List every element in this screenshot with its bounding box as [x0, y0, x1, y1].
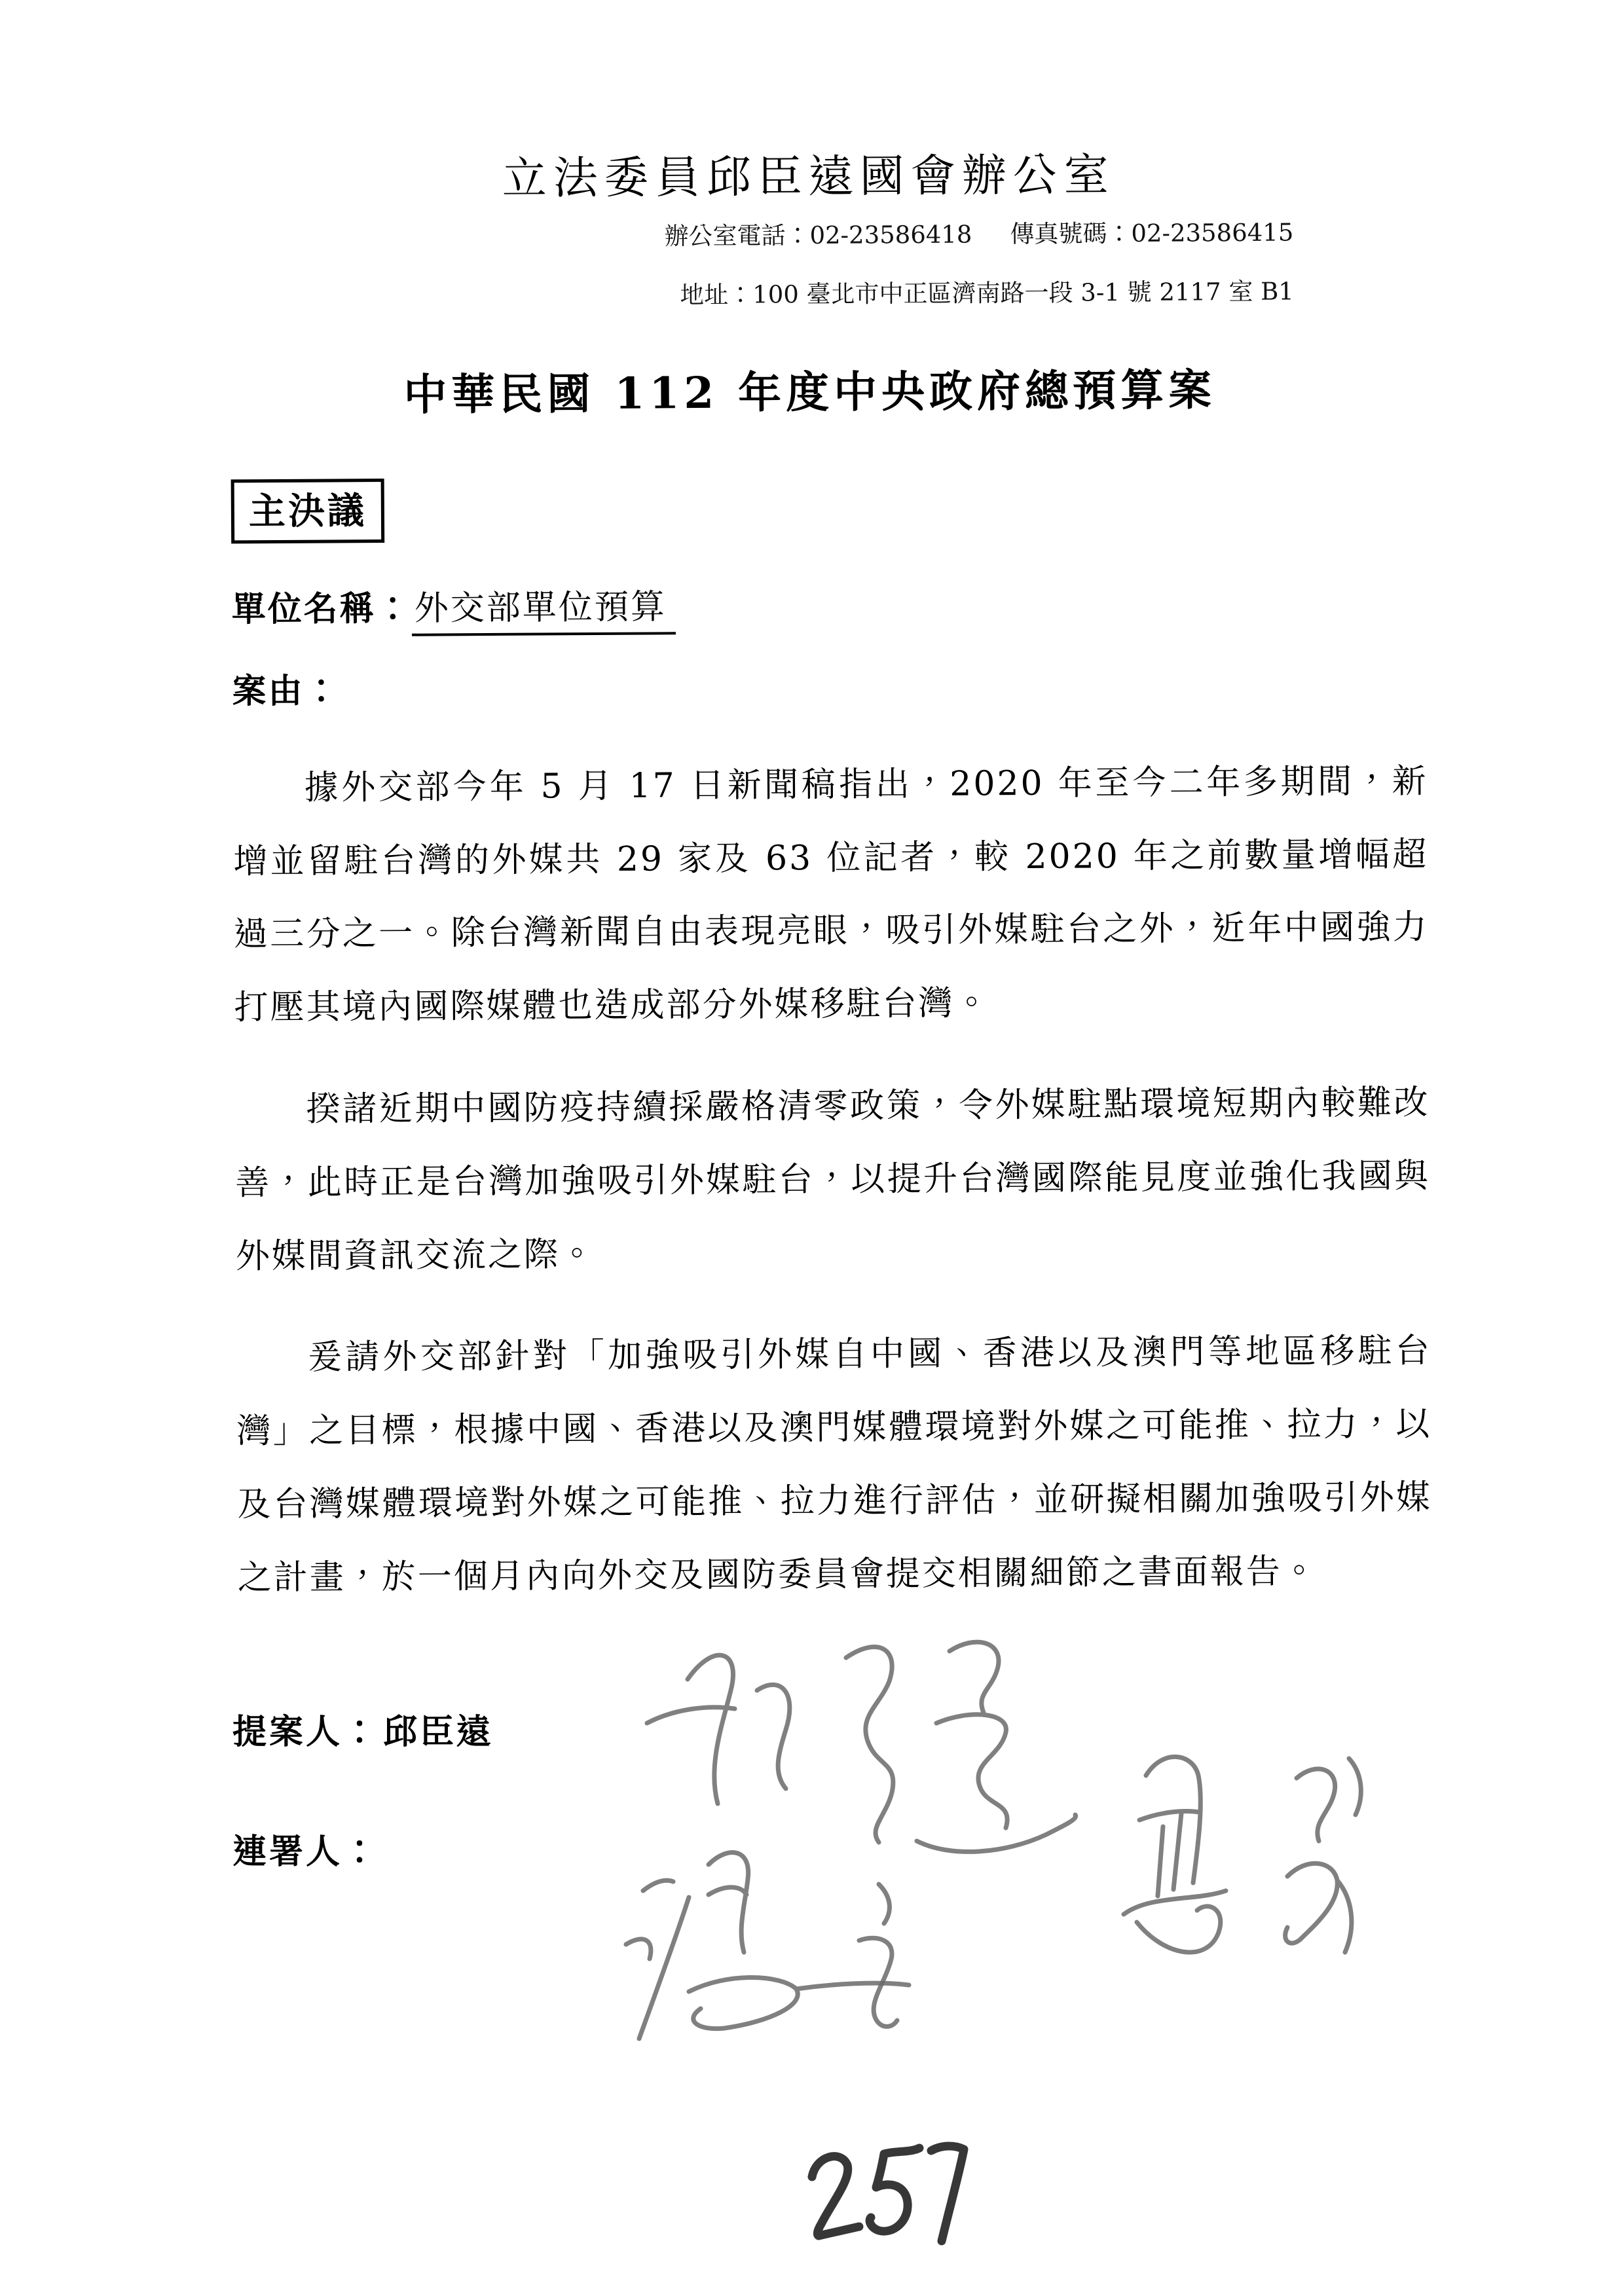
- proposal-body: [232, 745, 1433, 1615]
- contact-block: [0, 215, 1621, 315]
- fax-label: 傳真號碼：: [1010, 219, 1132, 248]
- handwritten-signature-cosigner-right-icon: [1100, 1735, 1401, 1971]
- paragraph-3: 爰請外交部針對「加強吸引外媒自中國、香港以及澳門等地區移駐台灣」之目標，根據中國、香港以及澳門媒體環境對外媒之可能推、拉力，以及台灣媒體環境對外媒之可能推、拉力進行評估，並研擬相關加強吸引外媒之計畫，於一個月內向外交及國防委員會提交相關細節之書面報告。: [236, 1331, 1433, 1598]
- signature-strokes: [626, 1853, 909, 2039]
- office-title: 立法委員邱臣遠國會辦公室: [502, 149, 1116, 205]
- subject-line: [232, 660, 1623, 714]
- phone-number: 02-23586418: [809, 220, 972, 249]
- phone-label: 辦公室電話：: [664, 221, 810, 250]
- document-content: [0, 145, 1624, 1616]
- handwritten-signature-cosigner-left-icon: [602, 1820, 1022, 2069]
- contact-line: [0, 217, 1293, 256]
- resolution-type-box: 主決議: [231, 479, 385, 544]
- unit-name-line: [232, 579, 1623, 633]
- paragraph-1: 據外交部今年 5 月 17 日新聞稿指出，2020 年至今二年多期間，新增並留駐台灣的外媒共 29 家及 63 位記者，較 2020 年之前數量增幅超過三分之一。除台灣新聞自由表現亮眼，吸引外媒駐台之外，近年中國強力打壓其境內國際媒體也造成部分外媒移駐台灣。: [232, 761, 1429, 1028]
- fax-number: 02-23586415: [1131, 218, 1294, 247]
- address-line: 地址：100 臺北市中正區濟南路一段 3-1 號 2117 室 B1: [680, 277, 1295, 309]
- proposer-name: 邱臣遠: [383, 1712, 494, 1752]
- proposer-label: 提案人：: [232, 1712, 380, 1752]
- unit-name-label: 單位名稱：: [231, 589, 413, 630]
- cosigner-label: 連署人：: [232, 1832, 380, 1872]
- cosigner-line: [232, 1830, 379, 1874]
- page-number-strokes: [812, 2146, 964, 2241]
- document-title: 中華民國 112 年度中央政府總預算案: [403, 364, 1217, 420]
- paragraph-2: 揆諸近期中國防疫持續採嚴格清零政策，令外媒駐點環境短期內較難改善，此時正是台灣加強吸引外媒駐台，以提升台灣國際能見度並強化我國與外媒間資訊交流之際。: [234, 1083, 1431, 1276]
- proposer-line: [232, 1710, 493, 1755]
- subject-label: 案由：: [232, 670, 341, 711]
- handwritten-page-number: [786, 2124, 989, 2262]
- signature-strokes: [1124, 1757, 1361, 1952]
- unit-name-value: 外交部單位預算: [412, 588, 676, 636]
